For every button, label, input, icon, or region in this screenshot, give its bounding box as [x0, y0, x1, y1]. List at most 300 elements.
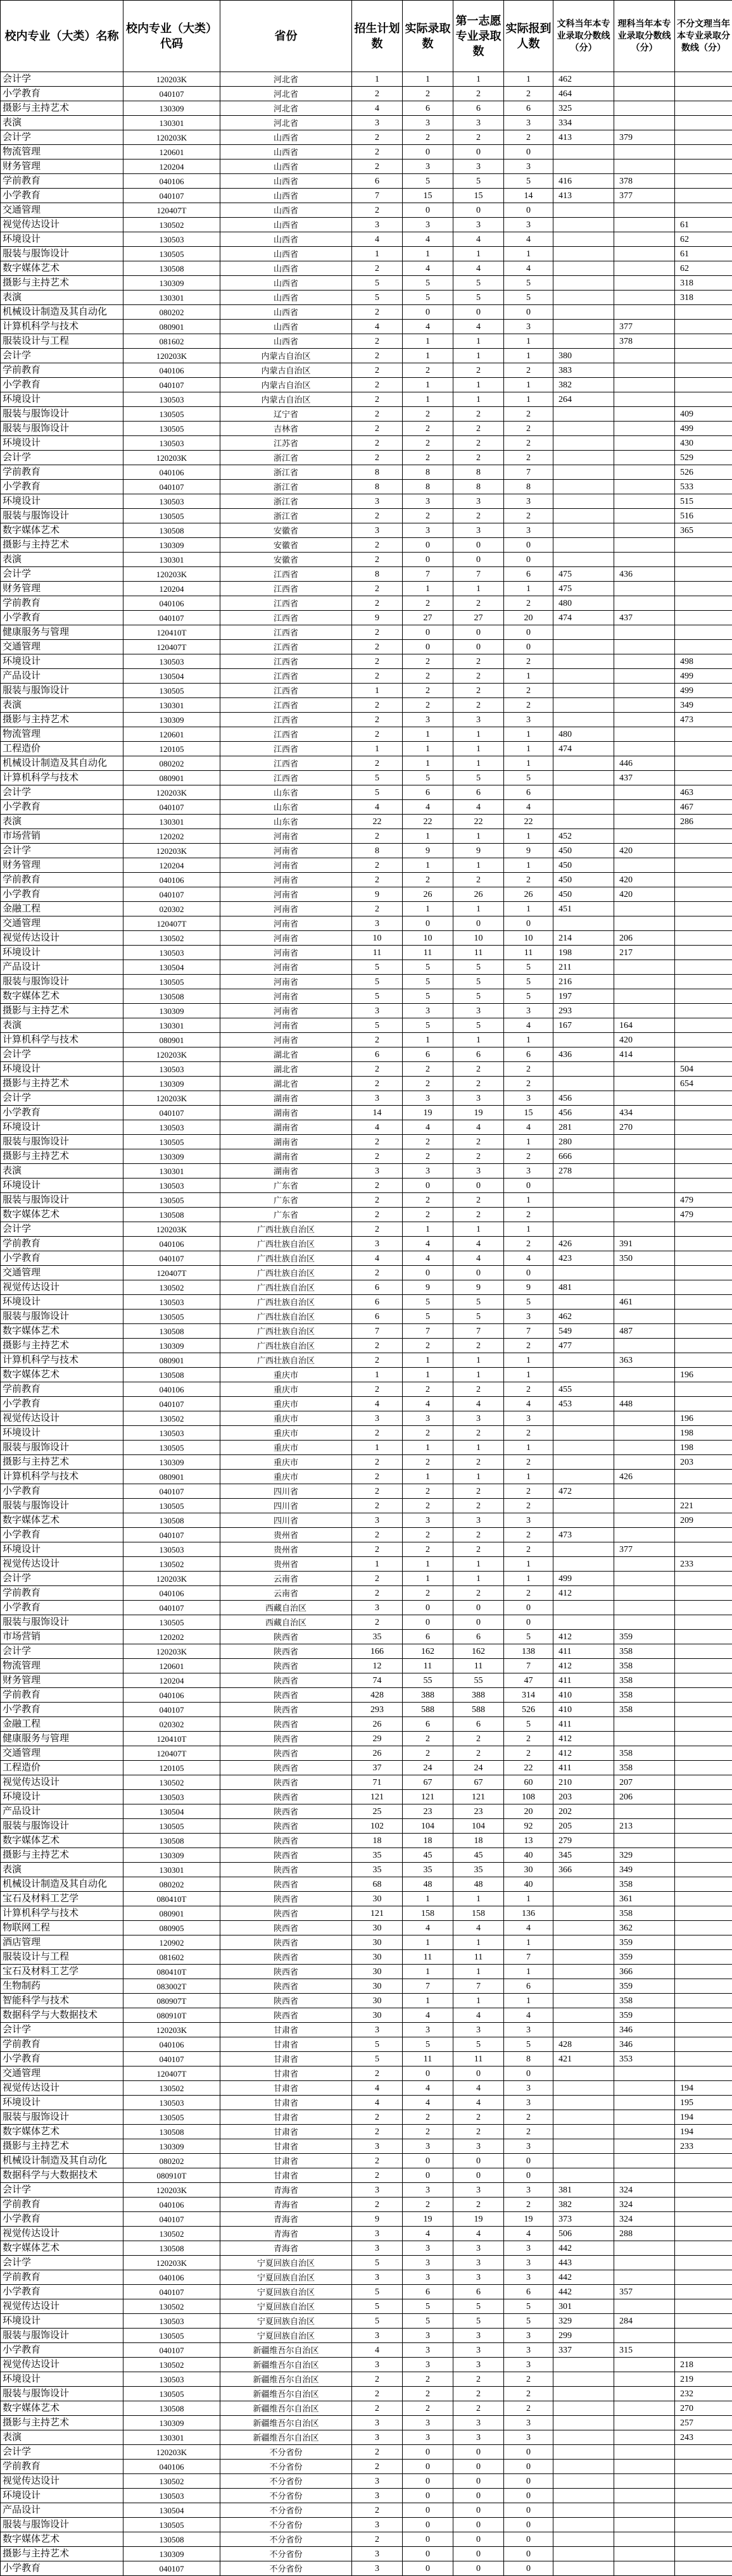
cell-first-choice-count: 3 — [453, 2416, 504, 2430]
table-row — [1, 1047, 732, 1062]
cell-science-score: 391 — [614, 1237, 675, 1251]
cell-enrolled-count: 2 — [504, 1149, 553, 1164]
cell-major-name: 小学教育 — [1, 378, 123, 392]
cell-major-name: 数字媒体艺术 — [1, 1513, 123, 1528]
cell-major-name: 计算机科学与技术 — [1, 320, 123, 334]
table-row — [1, 654, 732, 669]
cell-admitted-count: 3 — [403, 2329, 453, 2343]
cell-plan-count: 2 — [352, 582, 403, 596]
cell-plan-count: 2 — [352, 698, 403, 713]
cell-general-score — [675, 1135, 732, 1149]
cell-first-choice-count: 5 — [453, 276, 504, 291]
cell-admitted-count: 2 — [403, 1382, 453, 1397]
cell-science-score — [614, 1179, 675, 1193]
cell-plan-count: 8 — [352, 465, 403, 480]
cell-major-code: 040107 — [123, 887, 220, 902]
cell-enrolled-count: 2 — [504, 1339, 553, 1353]
cell-major-code: 120407T — [123, 916, 220, 931]
table-row — [1, 1804, 732, 1819]
cell-admitted-count: 2 — [403, 87, 453, 101]
cell-plan-count: 3 — [352, 1513, 403, 1528]
cell-first-choice-count: 2 — [453, 1149, 504, 1164]
cell-major-code: 120203K — [123, 1222, 220, 1237]
cell-general-score — [675, 946, 732, 960]
cell-enrolled-count: 1 — [504, 247, 553, 261]
table-row — [1, 363, 732, 378]
table-row — [1, 2489, 732, 2503]
cell-major-name: 环境设计 — [1, 1542, 123, 1557]
cell-plan-count: 4 — [352, 800, 403, 815]
cell-enrolled-count: 2 — [504, 87, 553, 101]
cell-admitted-count: 4 — [403, 1921, 453, 1935]
header-plan-count: 招生计划数 — [352, 1, 403, 72]
cell-plan-count: 2 — [352, 2198, 403, 2212]
cell-major-code: 130505 — [123, 1615, 220, 1630]
cell-science-score — [614, 1411, 675, 1426]
cell-science-score: 366 — [614, 1965, 675, 1979]
cell-first-choice-count: 0 — [453, 2561, 504, 2576]
cell-liberal-arts-score: 278 — [553, 1164, 614, 1179]
cell-province: 湖南省 — [220, 1149, 352, 1164]
cell-science-score: 446 — [614, 756, 675, 771]
cell-liberal-arts-score — [553, 1455, 614, 1470]
cell-general-score — [675, 858, 732, 873]
table-row — [1, 2285, 732, 2299]
cell-major-code: 130503 — [123, 1120, 220, 1135]
cell-liberal-arts-score — [553, 1601, 614, 1615]
cell-province: 陕西省 — [220, 1790, 352, 1804]
cell-science-score: 358 — [614, 1906, 675, 1921]
cell-major-code: 130504 — [123, 1804, 220, 1819]
cell-first-choice-count: 5 — [453, 174, 504, 189]
cell-major-name: 服装与服饰设计 — [1, 684, 123, 698]
cell-enrolled-count: 0 — [504, 538, 553, 553]
cell-admitted-count: 4 — [403, 1237, 453, 1251]
cell-province: 新疆维吾尔自治区 — [220, 2372, 352, 2387]
cell-science-score — [614, 698, 675, 713]
cell-liberal-arts-score: 411 — [553, 1717, 614, 1732]
table-row — [1, 1193, 732, 1208]
cell-first-choice-count: 1 — [453, 858, 504, 873]
cell-enrolled-count: 8 — [504, 480, 553, 494]
cell-plan-count: 12 — [352, 1659, 403, 1673]
cell-enrolled-count: 0 — [504, 2168, 553, 2183]
cell-major-code: 040106 — [123, 2037, 220, 2052]
cell-plan-count: 5 — [352, 2037, 403, 2052]
cell-admitted-count: 15 — [403, 189, 453, 203]
cell-admitted-count: 67 — [403, 1775, 453, 1790]
cell-province: 不分省份 — [220, 2518, 352, 2532]
cell-province: 重庆市 — [220, 1426, 352, 1441]
cell-plan-count: 2 — [352, 713, 403, 727]
cell-major-code: 130505 — [123, 2110, 220, 2125]
cell-major-code: 020302 — [123, 1717, 220, 1732]
cell-plan-count: 4 — [352, 2096, 403, 2110]
table-row — [1, 1790, 732, 1804]
cell-major-name: 财务管理 — [1, 858, 123, 873]
cell-first-choice-count: 0 — [453, 625, 504, 640]
cell-science-score: 329 — [614, 1848, 675, 1863]
cell-enrolled-count: 0 — [504, 2561, 553, 2576]
cell-major-code: 130309 — [123, 538, 220, 553]
cell-enrolled-count: 0 — [504, 640, 553, 654]
cell-admitted-count: 7 — [403, 1979, 453, 1994]
cell-general-score: 219 — [675, 2372, 732, 2387]
table-row — [1, 1135, 732, 1149]
cell-plan-count: 5 — [352, 291, 403, 305]
table-row — [1, 1077, 732, 1091]
cell-plan-count: 1 — [352, 1368, 403, 1382]
cell-first-choice-count: 0 — [453, 2489, 504, 2503]
cell-general-score — [675, 2314, 732, 2329]
cell-plan-count: 5 — [352, 2256, 403, 2270]
cell-general-score — [675, 1688, 732, 1703]
cell-enrolled-count: 1 — [504, 1222, 553, 1237]
cell-major-code: 120203K — [123, 567, 220, 582]
cell-major-code: 130502 — [123, 2227, 220, 2241]
cell-admitted-count: 1 — [403, 1965, 453, 1979]
cell-major-name: 摄影与主持艺术 — [1, 101, 123, 116]
cell-science-score — [614, 1615, 675, 1630]
cell-major-name: 服装与服饰设计 — [1, 422, 123, 436]
cell-science-score — [614, 378, 675, 392]
cell-first-choice-count: 104 — [453, 1819, 504, 1834]
cell-province: 新疆维吾尔自治区 — [220, 2387, 352, 2401]
cell-first-choice-count: 5 — [453, 1295, 504, 1310]
cell-enrolled-count: 5 — [504, 1295, 553, 1310]
cell-enrolled-count: 2 — [504, 1426, 553, 1441]
cell-major-code: 120203K — [123, 844, 220, 858]
cell-province: 广西壮族自治区 — [220, 1310, 352, 1324]
header-first-choice-count: 第一志愿专业录取数 — [453, 1, 504, 72]
cell-major-code: 130301 — [123, 1164, 220, 1179]
cell-major-code: 080910T — [123, 2008, 220, 2023]
cell-enrolled-count: 1 — [504, 727, 553, 742]
cell-plan-count: 2 — [352, 145, 403, 159]
cell-province: 不分省份 — [220, 2532, 352, 2547]
cell-province: 青海省 — [220, 2198, 352, 2212]
cell-province: 江西省 — [220, 669, 352, 684]
cell-major-code: 130503 — [123, 1295, 220, 1310]
cell-plan-count: 2 — [352, 87, 403, 101]
cell-general-score — [675, 320, 732, 334]
cell-enrolled-count: 19 — [504, 2212, 553, 2227]
cell-major-code: 120407T — [123, 203, 220, 218]
table-row — [1, 1834, 732, 1848]
cell-science-score: 270 — [614, 1120, 675, 1135]
cell-admitted-count: 5 — [403, 960, 453, 975]
cell-major-name: 环境设计 — [1, 2489, 123, 2503]
table-row — [1, 989, 732, 1004]
cell-major-code: 130504 — [123, 669, 220, 684]
cell-science-score: 361 — [614, 1892, 675, 1906]
table-row — [1, 2503, 732, 2518]
table-row — [1, 1441, 732, 1455]
table-row — [1, 1208, 732, 1222]
cell-science-score — [614, 625, 675, 640]
cell-province: 陕西省 — [220, 1935, 352, 1950]
cell-plan-count: 2 — [352, 1062, 403, 1077]
cell-general-score — [675, 1906, 732, 1921]
cell-science-score — [614, 1135, 675, 1149]
cell-science-score: 284 — [614, 2314, 675, 2329]
cell-admitted-count: 1 — [403, 378, 453, 392]
cell-science-score: 358 — [614, 1644, 675, 1659]
cell-plan-count: 3 — [352, 494, 403, 509]
table-row — [1, 1149, 732, 1164]
cell-major-code: 130309 — [123, 1339, 220, 1353]
cell-enrolled-count: 0 — [504, 1266, 553, 1280]
cell-major-name: 摄影与主持艺术 — [1, 2416, 123, 2430]
cell-plan-count: 35 — [352, 1848, 403, 1863]
cell-major-code: 130301 — [123, 698, 220, 713]
cell-liberal-arts-score: 442 — [553, 2285, 614, 2299]
cell-major-name: 小学教育 — [1, 2212, 123, 2227]
cell-major-code: 130309 — [123, 1077, 220, 1091]
cell-science-score — [614, 2096, 675, 2110]
cell-first-choice-count: 0 — [453, 145, 504, 159]
cell-general-score — [675, 189, 732, 203]
cell-major-name: 数字媒体艺术 — [1, 2125, 123, 2139]
cell-general-score — [675, 2052, 732, 2066]
cell-province: 湖南省 — [220, 1091, 352, 1106]
cell-first-choice-count: 9 — [453, 844, 504, 858]
cell-admitted-count: 11 — [403, 946, 453, 960]
cell-major-code: 120203K — [123, 451, 220, 465]
cell-general-score — [675, 145, 732, 159]
cell-major-code: 081602 — [123, 334, 220, 349]
cell-plan-count: 68 — [352, 1877, 403, 1892]
cell-general-score — [675, 989, 732, 1004]
cell-general-score — [675, 334, 732, 349]
cell-province: 山西省 — [220, 247, 352, 261]
table-row — [1, 844, 732, 858]
cell-major-name: 服装与服饰设计 — [1, 1135, 123, 1149]
cell-first-choice-count: 19 — [453, 1106, 504, 1120]
cell-plan-count: 102 — [352, 1819, 403, 1834]
cell-first-choice-count: 2 — [453, 1382, 504, 1397]
cell-first-choice-count: 2 — [453, 684, 504, 698]
cell-liberal-arts-score — [553, 2474, 614, 2489]
cell-liberal-arts-score — [553, 625, 614, 640]
cell-admitted-count: 1 — [403, 902, 453, 916]
cell-plan-count: 6 — [352, 1310, 403, 1324]
cell-plan-count: 35 — [352, 1630, 403, 1644]
cell-major-code: 040106 — [123, 2198, 220, 2212]
cell-admitted-count: 6 — [403, 101, 453, 116]
cell-admitted-count: 3 — [403, 2139, 453, 2154]
cell-plan-count: 3 — [352, 2547, 403, 2561]
cell-major-name: 会计学 — [1, 2183, 123, 2198]
cell-general-score — [675, 931, 732, 946]
cell-enrolled-count: 9 — [504, 1280, 553, 1295]
cell-province: 山西省 — [220, 334, 352, 349]
cell-enrolled-count: 7 — [504, 1950, 553, 1965]
cell-major-code: 080910T — [123, 2168, 220, 2183]
cell-major-name: 学前教育 — [1, 465, 123, 480]
cell-admitted-count: 2 — [403, 1339, 453, 1353]
cell-general-score — [675, 1601, 732, 1615]
cell-admitted-count: 3 — [403, 1164, 453, 1179]
cell-major-name: 智能科学与技术 — [1, 1994, 123, 2008]
cell-general-score — [675, 1921, 732, 1935]
cell-liberal-arts-score — [553, 494, 614, 509]
cell-science-score: 206 — [614, 931, 675, 946]
cell-admitted-count: 2 — [403, 363, 453, 378]
cell-plan-count: 2 — [352, 1266, 403, 1280]
cell-first-choice-count: 10 — [453, 931, 504, 946]
cell-enrolled-count: 1 — [504, 1353, 553, 1368]
table-row — [1, 87, 732, 101]
cell-major-name: 小学教育 — [1, 1528, 123, 1542]
cell-plan-count: 9 — [352, 2212, 403, 2227]
cell-enrolled-count: 4 — [504, 2227, 553, 2241]
cell-first-choice-count: 4 — [453, 261, 504, 276]
cell-major-code: 040107 — [123, 87, 220, 101]
cell-major-code: 120203K — [123, 1644, 220, 1659]
cell-science-score: 420 — [614, 873, 675, 887]
table-row — [1, 975, 732, 989]
cell-general-score — [675, 349, 732, 363]
cell-major-name: 表演 — [1, 291, 123, 305]
table-body — [1, 72, 732, 2576]
cell-science-score: 206 — [614, 1790, 675, 1804]
cell-province: 山西省 — [220, 159, 352, 174]
cell-major-name: 服装与服饰设计 — [1, 1615, 123, 1630]
cell-major-name: 财务管理 — [1, 1673, 123, 1688]
cell-liberal-arts-score: 383 — [553, 363, 614, 378]
cell-general-score — [675, 1179, 732, 1193]
cell-plan-count: 2 — [352, 625, 403, 640]
cell-major-code: 130502 — [123, 1280, 220, 1295]
cell-general-score — [675, 2445, 732, 2460]
cell-science-score — [614, 829, 675, 844]
cell-liberal-arts-score — [553, 523, 614, 538]
cell-first-choice-count: 7 — [453, 567, 504, 582]
cell-plan-count: 3 — [352, 218, 403, 232]
cell-plan-count: 2 — [352, 261, 403, 276]
cell-enrolled-count: 1 — [504, 1994, 553, 2008]
cell-enrolled-count: 60 — [504, 1775, 553, 1790]
cell-science-score — [614, 2460, 675, 2474]
cell-major-name: 计算机科学与技术 — [1, 1470, 123, 1484]
cell-general-score: 209 — [675, 1513, 732, 1528]
cell-enrolled-count: 3 — [504, 1310, 553, 1324]
cell-liberal-arts-score: 211 — [553, 960, 614, 975]
cell-enrolled-count: 2 — [504, 1062, 553, 1077]
cell-science-score — [614, 1310, 675, 1324]
cell-province: 江西省 — [220, 771, 352, 785]
table-row — [1, 538, 732, 553]
cell-general-score: 409 — [675, 407, 732, 422]
cell-enrolled-count: 136 — [504, 1906, 553, 1921]
cell-admitted-count: 5 — [403, 1310, 453, 1324]
cell-admitted-count: 2 — [403, 873, 453, 887]
cell-plan-count: 2 — [352, 1455, 403, 1470]
cell-province: 云南省 — [220, 1572, 352, 1586]
cell-general-score — [675, 960, 732, 975]
cell-major-name: 机械设计制造及其自动化 — [1, 1877, 123, 1892]
cell-province: 青海省 — [220, 2212, 352, 2227]
cell-first-choice-count: 3 — [453, 2256, 504, 2270]
cell-major-name: 数字媒体艺术 — [1, 2532, 123, 2547]
cell-plan-count: 3 — [352, 1601, 403, 1615]
cell-major-name: 服装与服饰设计 — [1, 1441, 123, 1455]
cell-general-score — [675, 1761, 732, 1775]
cell-liberal-arts-score — [553, 1470, 614, 1484]
table-row — [1, 174, 732, 189]
cell-liberal-arts-score: 443 — [553, 2256, 614, 2270]
cell-plan-count: 3 — [352, 1091, 403, 1106]
cell-liberal-arts-score — [553, 800, 614, 815]
cell-general-score — [675, 1935, 732, 1950]
cell-enrolled-count: 2 — [504, 130, 553, 145]
cell-admitted-count: 3 — [403, 2183, 453, 2198]
cell-major-code: 130309 — [123, 2139, 220, 2154]
cell-first-choice-count: 9 — [453, 1280, 504, 1295]
cell-major-code: 120203K — [123, 2183, 220, 2198]
cell-admitted-count: 2 — [403, 2110, 453, 2125]
table-row — [1, 1688, 732, 1703]
cell-admitted-count: 1 — [403, 1353, 453, 1368]
cell-province: 浙江省 — [220, 465, 352, 480]
cell-liberal-arts-score — [553, 1542, 614, 1557]
cell-major-name: 学前教育 — [1, 2460, 123, 2474]
cell-province: 陕西省 — [220, 1775, 352, 1790]
cell-province: 重庆市 — [220, 1382, 352, 1397]
table-row — [1, 1761, 732, 1775]
cell-major-name: 工程造价 — [1, 1761, 123, 1775]
table-row — [1, 2532, 732, 2547]
cell-province: 内蒙古自治区 — [220, 349, 352, 363]
cell-plan-count: 3 — [352, 116, 403, 130]
cell-admitted-count: 2 — [403, 1732, 453, 1746]
cell-general-score — [675, 2212, 732, 2227]
cell-admitted-count: 1 — [403, 1470, 453, 1484]
cell-plan-count: 8 — [352, 844, 403, 858]
cell-science-score — [614, 247, 675, 261]
cell-liberal-arts-score: 202 — [553, 1804, 614, 1819]
cell-admitted-count: 162 — [403, 1644, 453, 1659]
table-row — [1, 1528, 732, 1542]
cell-plan-count: 5 — [352, 2052, 403, 2066]
cell-admitted-count: 6 — [403, 1630, 453, 1644]
cell-plan-count: 2 — [352, 1339, 403, 1353]
table-row — [1, 392, 732, 407]
cell-liberal-arts-score: 451 — [553, 902, 614, 916]
cell-plan-count: 2 — [352, 756, 403, 771]
cell-general-score — [675, 727, 732, 742]
cell-liberal-arts-score: 205 — [553, 1819, 614, 1834]
cell-major-code: 130503 — [123, 494, 220, 509]
cell-general-score — [675, 2154, 732, 2168]
cell-major-code: 130502 — [123, 2358, 220, 2372]
cell-plan-count: 3 — [352, 1164, 403, 1179]
cell-major-name: 服装与服饰设计 — [1, 1819, 123, 1834]
cell-major-name: 会计学 — [1, 349, 123, 363]
cell-science-score — [614, 1004, 675, 1018]
cell-first-choice-count: 19 — [453, 2212, 504, 2227]
cell-admitted-count: 2 — [403, 1426, 453, 1441]
cell-science-score — [614, 523, 675, 538]
cell-first-choice-count: 8 — [453, 480, 504, 494]
cell-enrolled-count: 6 — [504, 785, 553, 800]
cell-science-score — [614, 494, 675, 509]
cell-province: 河南省 — [220, 1004, 352, 1018]
table-row — [1, 596, 732, 611]
cell-major-code: 130502 — [123, 218, 220, 232]
cell-general-score: 196 — [675, 1411, 732, 1426]
